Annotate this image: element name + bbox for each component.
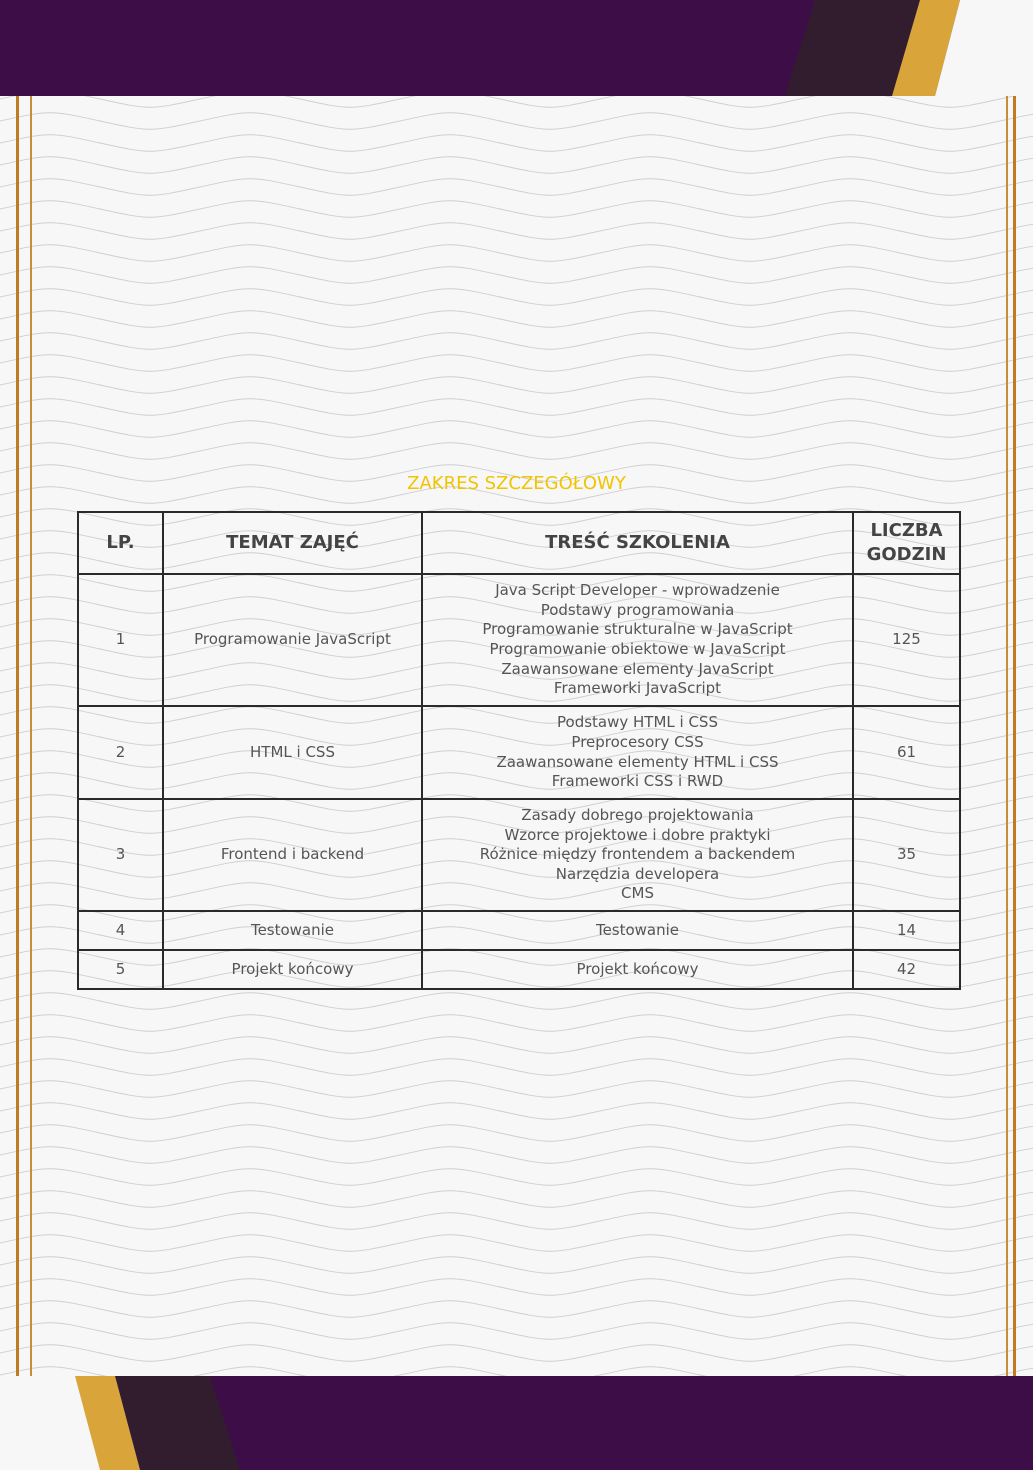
table-row — [78, 706, 960, 799]
table-row — [78, 911, 960, 950]
cell-topic: Frontend i backend — [163, 799, 422, 911]
top-banner — [0, 0, 1033, 100]
content-line: Podstawy programowania — [540, 600, 735, 619]
cell-content — [422, 574, 853, 706]
content-line: Projekt końcowy — [576, 959, 699, 978]
table-row — [78, 799, 960, 911]
program-table — [77, 511, 961, 990]
cell-content — [422, 799, 853, 911]
cell-hours: 125 — [853, 574, 960, 706]
content-line: Programowanie strukturalne w JavaScript — [482, 620, 793, 639]
cell-topic: Projekt końcowy — [163, 950, 422, 989]
content-line: CMS — [621, 884, 654, 903]
cell-hours: 42 — [853, 950, 960, 989]
header-lp: LP. — [78, 512, 163, 574]
cell-topic: Programowanie JavaScript — [163, 574, 422, 706]
cell-lp: 5 — [78, 950, 163, 989]
content-line: Różnice między frontendem a backendem — [479, 845, 796, 864]
cell-hours: 35 — [853, 799, 960, 911]
section-title: ZAKRES SZCZEGÓŁOWY — [407, 473, 626, 494]
bottom-banner — [0, 1370, 1033, 1470]
cell-hours: 14 — [853, 911, 960, 950]
content-line: Testowanie — [595, 920, 680, 939]
content-line: Frameworki CSS i RWD — [551, 772, 724, 791]
table-header-row — [78, 512, 960, 574]
header-content: TREŚĆ SZKOLENIA — [422, 512, 853, 574]
cell-lp: 1 — [78, 574, 163, 706]
header-topic: TEMAT ZAJĘĆ — [163, 512, 422, 574]
content-line: Wzorce projektowe i dobre praktyki — [504, 825, 771, 844]
cell-topic: Testowanie — [163, 911, 422, 950]
content-line: Preprocesory CSS — [571, 732, 704, 751]
content-line: Zaawansowane elementy HTML i CSS — [496, 752, 779, 771]
cell-content — [422, 950, 853, 989]
cell-lp: 3 — [78, 799, 163, 911]
content-line: Frameworki JavaScript — [553, 679, 722, 698]
cell-topic: HTML i CSS — [163, 706, 422, 799]
content-line: Zasady dobrego projektowania — [521, 806, 754, 825]
content-line: Zaawansowane elementy JavaScript — [501, 659, 774, 678]
cell-lp: 2 — [78, 706, 163, 799]
header-hours: LICZBA GODZIN — [853, 512, 960, 574]
cell-hours: 61 — [853, 706, 960, 799]
cell-lp: 4 — [78, 911, 163, 950]
cell-content — [422, 706, 853, 799]
content-line: Narzędzia developera — [555, 864, 720, 883]
cell-content — [422, 911, 853, 950]
table-row — [78, 950, 960, 989]
content-line: Programowanie obiektowe w JavaScript — [489, 640, 786, 658]
table-row — [78, 574, 960, 706]
content-line: Java Script Developer - wprowadzenie — [495, 581, 780, 600]
content-line: Podstawy HTML i CSS — [557, 713, 718, 732]
